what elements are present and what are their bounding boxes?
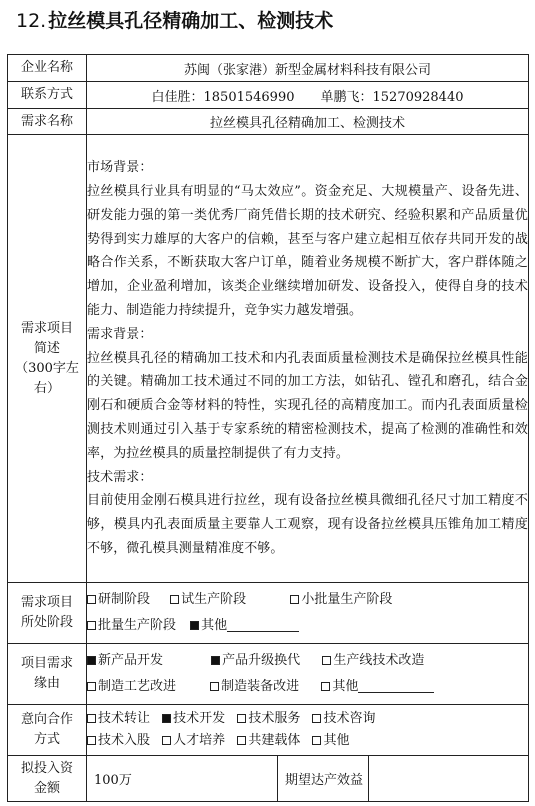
contact-value-cell bbox=[87, 82, 529, 109]
checkbox-icon[interactable] bbox=[312, 714, 321, 723]
coop-option-other[interactable] bbox=[312, 730, 349, 752]
stage-other-blank[interactable] bbox=[227, 617, 299, 632]
reason-label-line1: 项目需求 bbox=[20, 656, 73, 671]
description-label-line2: 简述 bbox=[33, 340, 60, 356]
stage-label-line1: 需求项目 bbox=[20, 595, 73, 610]
checkbox-icon[interactable] bbox=[210, 682, 219, 691]
coop-option-equity[interactable] bbox=[87, 730, 150, 752]
stage-option-label: 试生产阶段 bbox=[181, 592, 247, 607]
coop-option-label: 其他 bbox=[323, 733, 350, 748]
checkbox-icon[interactable] bbox=[322, 656, 331, 665]
checkbox-icon[interactable] bbox=[312, 736, 321, 745]
description-label bbox=[8, 135, 87, 583]
coop-option-label: 技术服务 bbox=[248, 711, 301, 726]
tech-demand-text: 目前使用金刚石模具进行拉丝，现有设备拉丝模具微细孔径尺寸加工精度不够，模具内孔表面质量主要靠人工观察，现有设备拉丝模具压锥角加工精度不够，微孔模具测量精准度不够。 bbox=[87, 493, 528, 556]
stage-label-line2: 所处阶段 bbox=[20, 615, 73, 630]
contact-person-1: 白佳胜：18501546990 bbox=[151, 89, 295, 105]
reason-option-process[interactable] bbox=[87, 674, 176, 700]
investment-row bbox=[8, 756, 529, 802]
coop-option-consulting[interactable] bbox=[312, 708, 375, 730]
reason-option-label: 产品升级换代 bbox=[222, 653, 301, 668]
description-label-line4: 右） bbox=[33, 380, 60, 396]
benefit-label: 期望达产效益 bbox=[278, 756, 369, 802]
market-background-heading: 市场背景： bbox=[87, 160, 153, 176]
checkbox-checked-icon[interactable] bbox=[87, 656, 96, 665]
stage-option-label: 研制阶段 bbox=[98, 592, 151, 607]
investment-label-line2: 金额 bbox=[33, 780, 60, 796]
stage-row bbox=[8, 583, 529, 644]
coop-option-label: 技术转让 bbox=[98, 711, 151, 726]
reason-other-blank[interactable] bbox=[358, 678, 434, 693]
reason-option-label: 新产品开发 bbox=[98, 653, 164, 668]
checkbox-checked-icon[interactable] bbox=[211, 656, 220, 665]
cooperation-row bbox=[8, 705, 529, 756]
description-label-line3: （300字左 bbox=[15, 360, 79, 376]
title-number: 12. bbox=[16, 10, 47, 32]
checkbox-icon[interactable] bbox=[87, 682, 96, 691]
contact-row bbox=[8, 82, 529, 109]
stage-option-label: 其他 bbox=[201, 618, 228, 633]
company-row bbox=[8, 55, 529, 82]
checkbox-icon[interactable] bbox=[87, 736, 96, 745]
description-text-cell bbox=[87, 135, 529, 583]
description-label-line1: 需求项目 bbox=[20, 320, 73, 336]
cooperation-options-cell bbox=[87, 705, 529, 756]
demand-name-label: 需求名称 bbox=[8, 109, 87, 135]
stage-option-other[interactable] bbox=[190, 613, 299, 639]
reason-row bbox=[8, 644, 529, 705]
checkbox-icon[interactable] bbox=[87, 714, 96, 723]
contact-person-2: 单鹏飞：15270928440 bbox=[320, 89, 464, 105]
coop-option-label: 技术咨询 bbox=[323, 711, 376, 726]
document-title bbox=[16, 8, 333, 34]
investment-label bbox=[8, 756, 87, 802]
investment-label-line1: 拟投入资 bbox=[20, 760, 73, 776]
coop-option-development[interactable] bbox=[162, 708, 225, 730]
reason-option-equipment[interactable] bbox=[210, 674, 299, 700]
checkbox-icon[interactable] bbox=[237, 736, 246, 745]
reason-option-label: 生产线技术改造 bbox=[333, 653, 425, 668]
checkbox-icon[interactable] bbox=[87, 621, 96, 630]
reason-option-label: 制造工艺改进 bbox=[98, 679, 177, 694]
coop-option-platform[interactable] bbox=[237, 730, 300, 752]
coop-option-label: 技术开发 bbox=[173, 711, 226, 726]
demand-name-value: 拉丝模具孔径精确加工、检测技术 bbox=[87, 109, 529, 135]
checkbox-icon[interactable] bbox=[321, 682, 330, 691]
reason-options-cell bbox=[87, 644, 529, 705]
demand-form-table bbox=[7, 54, 529, 802]
reason-label bbox=[8, 644, 87, 705]
coop-option-transfer[interactable] bbox=[87, 708, 150, 730]
reason-option-label: 制造装备改进 bbox=[221, 679, 300, 694]
coop-option-service[interactable] bbox=[237, 708, 300, 730]
stage-option-small-batch[interactable] bbox=[290, 587, 392, 613]
description-row bbox=[8, 135, 529, 583]
reason-option-label: 其他 bbox=[332, 679, 359, 694]
reason-option-line-retrofit[interactable] bbox=[322, 648, 424, 674]
checkbox-checked-icon[interactable] bbox=[190, 621, 199, 630]
reason-option-new-product[interactable] bbox=[87, 648, 163, 674]
title-text: 拉丝模具孔径精确加工、检测技术 bbox=[48, 10, 334, 32]
market-background-text: 拉丝模具行业具有明显的“马太效应”。资金充足、大规模量产、设备先进、研发能力强的第一类优秀厂商凭借长期的技术研究、经验积累和产品质量优势得到实力雄厚的大客户的信赖，甚至与客户建立起相互依存共同开发的战略合作关系，不断获取大客户订单，随着业务规模不断扩大，客户群体随之增加，企业盈利增加，该类企业继续增加研发、设备投入，使得自身的技术能力、制造能力持续提升，竞争实力越发增强。 bbox=[87, 184, 528, 318]
stage-option-label: 小批量生产阶段 bbox=[301, 592, 393, 607]
checkbox-icon[interactable] bbox=[170, 595, 179, 604]
stage-options-cell bbox=[87, 583, 529, 644]
coop-option-label: 技术入股 bbox=[98, 733, 151, 748]
checkbox-icon[interactable] bbox=[290, 595, 299, 604]
company-value: 苏闽（张家港）新型金属材料科技有限公司 bbox=[87, 55, 529, 82]
investment-value: 100万 bbox=[87, 756, 278, 802]
checkbox-icon[interactable] bbox=[237, 714, 246, 723]
cooperation-label bbox=[8, 705, 87, 756]
coop-option-label: 人才培养 bbox=[173, 733, 226, 748]
benefit-value[interactable] bbox=[369, 756, 529, 802]
stage-option-mass[interactable] bbox=[87, 613, 176, 639]
cooperation-label-line2: 方式 bbox=[33, 732, 60, 747]
demand-background-text: 拉丝模具孔径的精确加工技术和内孔表面质量检测技术是确保拉丝模具性能的关键。精确加工技术通过不同的加工方法，如钻孔、镗孔和磨孔，结合金刚石和硬质合金等材料的特性，实现孔径的高精度加工。而内孔表面质量检测技术则通过引入基于专家系统的精密检测技术，提高了检测的准确性和效率，为拉丝模具的质量控制提供了有力支持。 bbox=[87, 350, 528, 461]
cooperation-label-line1: 意向合作 bbox=[20, 712, 73, 727]
contact-label: 联系方式 bbox=[8, 82, 87, 109]
stage-option-label: 批量生产阶段 bbox=[98, 618, 177, 633]
company-label: 企业名称 bbox=[8, 55, 87, 82]
reason-option-other[interactable] bbox=[321, 674, 434, 700]
checkbox-icon[interactable] bbox=[87, 595, 96, 604]
stage-option-research[interactable] bbox=[87, 587, 150, 613]
stage-option-trial[interactable] bbox=[170, 587, 246, 613]
tech-demand-heading: 技术需求： bbox=[87, 469, 153, 485]
demand-background-heading: 需求背景： bbox=[87, 326, 153, 342]
stage-label bbox=[8, 583, 87, 644]
demand-name-row bbox=[8, 109, 529, 135]
reason-option-upgrade[interactable] bbox=[211, 648, 300, 674]
reason-label-line2: 缘由 bbox=[33, 676, 60, 691]
checkbox-icon[interactable] bbox=[162, 736, 171, 745]
coop-option-talent[interactable] bbox=[162, 730, 225, 752]
checkbox-checked-icon[interactable] bbox=[162, 714, 171, 723]
coop-option-label: 共建载体 bbox=[248, 733, 301, 748]
